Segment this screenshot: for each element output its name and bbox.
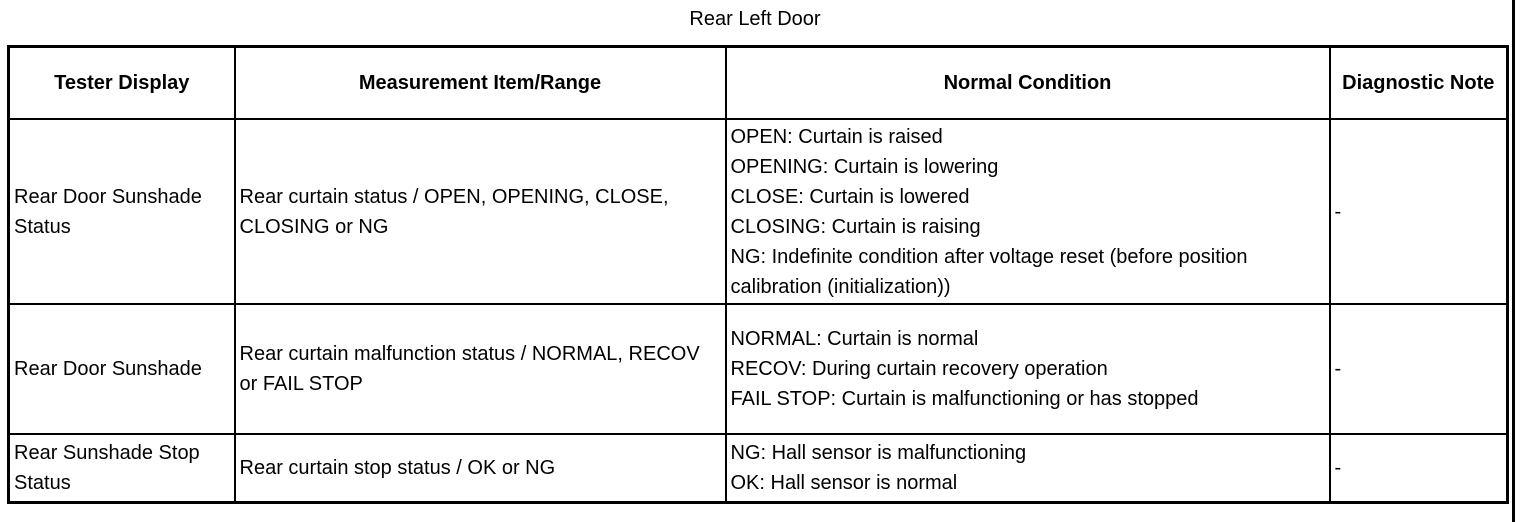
header-normal-condition: Normal Condition	[726, 47, 1330, 120]
condition-line: CLOSE: Curtain is lowered	[730, 185, 970, 208]
cell-diagnostic-note: -	[1330, 119, 1508, 304]
cell-normal-condition	[726, 119, 1330, 304]
page-title: Rear Left Door	[689, 8, 821, 30]
condition-line: OPENING: Curtain is lowering	[730, 155, 999, 178]
cell-measurement: Rear curtain malfunction status / NORMAL, RECOV or FAIL STOP	[235, 304, 726, 434]
cell-measurement: Rear curtain status / OPEN, OPENING, CLOSE, CLOSING or NG	[235, 119, 726, 304]
header-diagnostic-note: Diagnostic Note	[1330, 47, 1508, 120]
condition-line: RECOV: During curtain recovery operation	[730, 358, 1108, 380]
cell-normal-condition	[726, 304, 1330, 434]
condition-line: NG: Hall sensor is malfunctioning	[730, 441, 1027, 464]
page-border-right	[1512, 0, 1515, 522]
cell-diagnostic-note: -	[1330, 304, 1508, 434]
table-row	[9, 304, 1508, 434]
condition-line: FAIL STOP: Curtain is malfunctioning or has stopped	[730, 388, 1199, 410]
condition-line: OK: Hall sensor is normal	[730, 471, 958, 494]
data-list-table	[7, 45, 1509, 504]
cell-measurement: Rear curtain stop status / OK or NG	[235, 434, 726, 502]
cell-tester-display: Rear Door Sunshade	[9, 304, 235, 434]
condition-line: NORMAL: Curtain is normal	[730, 328, 979, 350]
table-row	[9, 434, 1508, 502]
cell-tester-display: Rear Sunshade Stop Status	[9, 434, 235, 502]
condition-line: NG: Indefinite condition after voltage reset (before position calibration (initialization))	[730, 245, 1248, 298]
cell-tester-display: Rear Door Sunshade Status	[9, 119, 235, 304]
cell-normal-condition	[726, 434, 1330, 502]
condition-line: OPEN: Curtain is raised	[730, 125, 943, 148]
header-measurement: Measurement Item/Range	[235, 47, 726, 120]
table-header-row	[9, 47, 1508, 120]
condition-line: CLOSING: Curtain is raising	[730, 215, 981, 238]
cell-diagnostic-note: -	[1330, 434, 1508, 502]
table-row	[9, 119, 1508, 304]
header-tester-display: Tester Display	[9, 47, 235, 120]
